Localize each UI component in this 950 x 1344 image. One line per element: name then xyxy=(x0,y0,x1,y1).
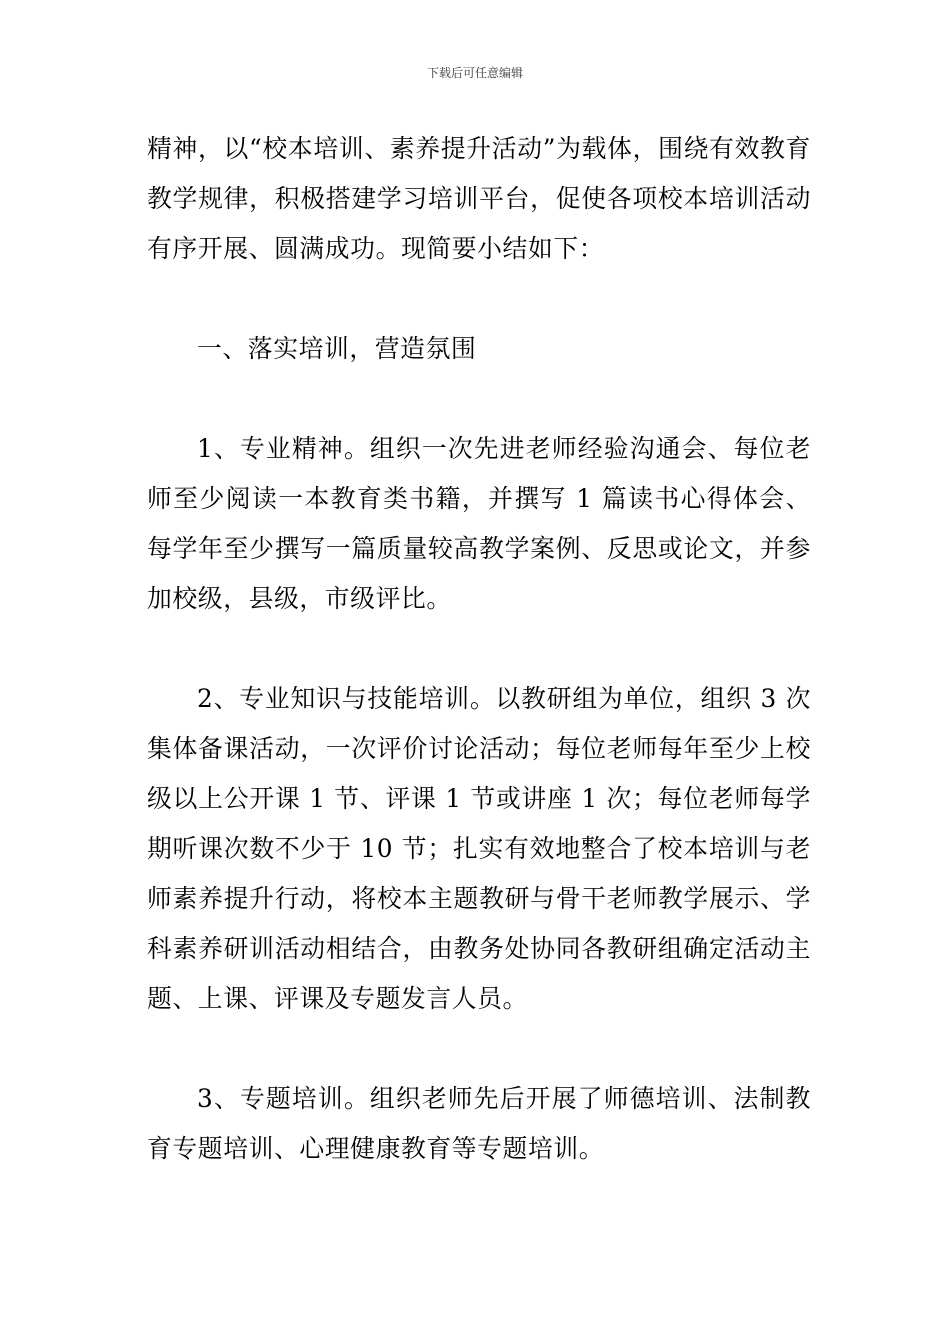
paragraph-gap xyxy=(147,1024,811,1074)
paragraph-item-2: 2、专业知识与技能培训。以教研组为单位，组织 3 次集体备课活动，一次评价讨论活动；每位老师每年至少上校级以上公开课 1 节、评课 1 节或讲座 1 次；每位老师每学期听课次数不少于 10 节；扎实有效地整合了校本培训与老师素养提升行动，将校本主题教研与骨干老师教学展示、学科素养研训活动相结合，由教务处协同各教研组确定活动主题、上课、评课及专题发言人员。 xyxy=(147,684,811,1013)
paragraph-gap xyxy=(147,624,811,674)
header-note: 下载后可任意编辑 xyxy=(426,66,523,80)
paragraph-gap xyxy=(147,274,811,324)
paragraph-intro: 精神，以“校本培训、素养提升活动”为载体，围绕有效教育教学规律，积极搭建学习培训平台，促使各项校本培训活动有序开展、圆满成功。现简要小结如下： xyxy=(147,134,811,263)
paragraph-item-1: 1、专业精神。组织一次先进老师经验沟通会、每位老师至少阅读一本教育类书籍，并撰写 1 篇读书心得体会、每学年至少撰写一篇质量较高教学案例、反思或论文，并参加校级，县级，市级评比。 xyxy=(147,434,811,613)
document-body xyxy=(147,124,811,1174)
paragraph-item-3: 3、专题培训。组织老师先后开展了师德培训、法制教育专题培训、心理健康教育等专题培训。 xyxy=(147,1084,811,1163)
section-heading-1: 一、落实培训，营造氛围 xyxy=(197,334,477,363)
paragraph-gap xyxy=(147,374,811,424)
